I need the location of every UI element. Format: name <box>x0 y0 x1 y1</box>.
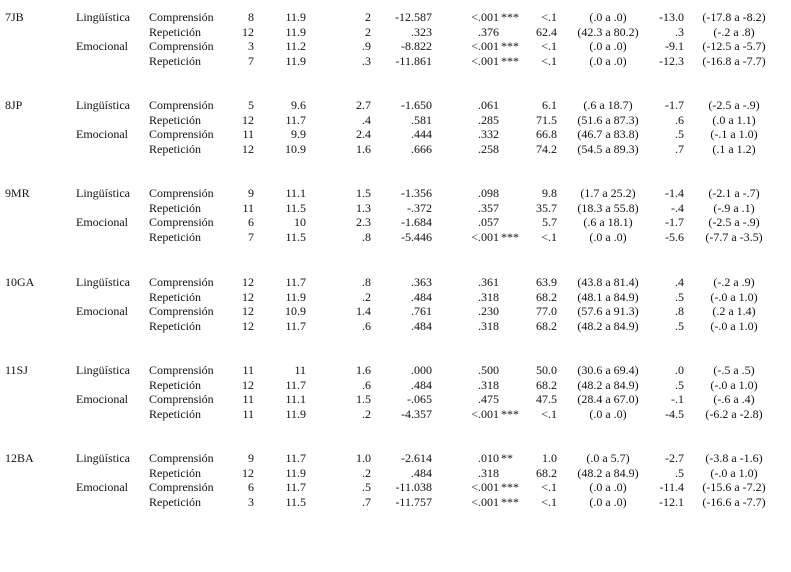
p-value: .230 <box>478 304 499 319</box>
z-ci: (-.0 a 1.0) <box>710 289 758 304</box>
table-row <box>0 98 791 112</box>
p-value: <.001 <box>471 229 499 244</box>
task-label: Comprensión <box>149 451 214 465</box>
n-value: 11 <box>242 127 254 142</box>
sd-value: .2 <box>362 406 371 421</box>
t-value: -12.587 <box>395 10 432 24</box>
task-label: Comprensión <box>149 10 214 24</box>
sd-value: 2 <box>365 10 371 24</box>
t-value: .581 <box>411 112 432 127</box>
percentile-value: <.1 <box>541 53 557 68</box>
mean-value: 10.9 <box>285 141 306 156</box>
z-value: .7 <box>675 141 684 156</box>
table-row <box>0 275 791 289</box>
table-row <box>0 142 791 156</box>
percentile-ci: (54.5 a 89.3) <box>577 141 639 156</box>
mean-value: 10.9 <box>285 304 306 319</box>
sd-value: .8 <box>362 229 371 244</box>
sd-value: .2 <box>362 289 371 304</box>
p-value: <.001 <box>471 494 499 509</box>
subject-id: 7JB <box>5 10 24 24</box>
z-value: -12.3 <box>659 53 684 68</box>
percentile-ci: (42.3 a 80.2) <box>577 24 639 39</box>
z-value: -1.7 <box>665 98 684 112</box>
percentile-ci: (.0 a .0) <box>589 39 627 54</box>
p-value: .475 <box>478 392 499 407</box>
percentile-ci: (46.7 a 83.8) <box>577 127 639 142</box>
table-row <box>0 215 791 229</box>
percentile-value: 68.2 <box>536 289 557 304</box>
n-value: 6 <box>248 480 254 495</box>
table-row <box>0 363 791 377</box>
n-value: 9 <box>248 451 254 465</box>
t-value: -11.861 <box>395 53 432 68</box>
t-value: -1.356 <box>401 186 432 200</box>
z-ci: (-.2 a .9) <box>713 275 755 289</box>
sd-value: 2.3 <box>356 215 371 230</box>
z-ci: (-12.5 a -5.7) <box>702 39 766 54</box>
task-label: Comprensión <box>149 363 214 377</box>
t-value: -5.446 <box>401 229 432 244</box>
percentile-value: 9.8 <box>542 186 557 200</box>
table-row <box>0 113 791 127</box>
n-value: 7 <box>248 229 254 244</box>
percentile-value: 47.5 <box>536 392 557 407</box>
p-value: <.001 <box>471 53 499 68</box>
percentile-value: 77.0 <box>536 304 557 319</box>
n-value: 12 <box>242 304 254 319</box>
z-value: .5 <box>675 465 684 480</box>
p-value: .061 <box>478 98 499 112</box>
z-value: -4.5 <box>665 406 684 421</box>
domain-label: Lingüística <box>76 10 130 24</box>
mean-value: 11.7 <box>285 318 306 333</box>
z-value: -.4 <box>671 200 684 215</box>
sd-value: .8 <box>362 275 371 289</box>
mean-value: 11.9 <box>285 465 306 480</box>
table-row <box>0 304 791 318</box>
t-value: -4.357 <box>401 406 432 421</box>
task-label: Comprensión <box>149 186 214 200</box>
t-value: .484 <box>411 377 432 392</box>
table-row <box>0 378 791 392</box>
domain-label: Emocional <box>76 480 128 495</box>
domain-label: Lingüística <box>76 451 130 465</box>
task-label: Repetición <box>149 465 201 480</box>
mean-value: 11.9 <box>285 53 306 68</box>
z-ci: (-2.1 a -.7) <box>708 186 760 200</box>
mean-value: 11.5 <box>285 494 306 509</box>
p-value: .357 <box>478 200 499 215</box>
z-ci: (-.0 a 1.0) <box>710 318 758 333</box>
t-value: -2.614 <box>401 451 432 465</box>
percentile-value: 71.5 <box>536 112 557 127</box>
mean-value: 11.7 <box>285 480 306 495</box>
mean-value: 11.7 <box>285 377 306 392</box>
t-value: .761 <box>411 304 432 319</box>
percentile-value: <.1 <box>541 10 557 24</box>
t-value: .484 <box>411 465 432 480</box>
significance-marker: *** <box>501 53 519 68</box>
sd-value: .9 <box>362 39 371 54</box>
subject-id: 11SJ <box>5 363 28 377</box>
n-value: 8 <box>248 10 254 24</box>
n-value: 3 <box>248 494 254 509</box>
sd-value: .7 <box>362 494 371 509</box>
p-value: .376 <box>478 24 499 39</box>
p-value: .500 <box>478 363 499 377</box>
percentile-value: 5.7 <box>542 215 557 230</box>
p-value: <.001 <box>471 39 499 54</box>
mean-value: 11.9 <box>285 289 306 304</box>
percentile-value: 74.2 <box>536 141 557 156</box>
t-value: .323 <box>411 24 432 39</box>
t-value: .666 <box>411 141 432 156</box>
table-row <box>0 451 791 465</box>
z-value: -11.4 <box>659 480 684 495</box>
significance-marker: ** <box>501 451 513 465</box>
p-value: .318 <box>478 318 499 333</box>
significance-marker: *** <box>501 406 519 421</box>
domain-label: Emocional <box>76 39 128 54</box>
percentile-ci: (18.3 a 55.8) <box>577 200 639 215</box>
table-row <box>0 10 791 24</box>
p-value: .361 <box>478 275 499 289</box>
domain-label: Lingüística <box>76 98 130 112</box>
mean-value: 11 <box>294 363 306 377</box>
n-value: 12 <box>242 377 254 392</box>
mean-value: 9.9 <box>291 127 306 142</box>
percentile-ci: (43.8 a 81.4) <box>577 275 639 289</box>
p-value: .332 <box>478 127 499 142</box>
p-value: .098 <box>478 186 499 200</box>
n-value: 11 <box>242 200 254 215</box>
z-value: -5.6 <box>665 229 684 244</box>
percentile-value: 68.2 <box>536 465 557 480</box>
percentile-ci: (1.7 a 25.2) <box>580 186 636 200</box>
mean-value: 11.7 <box>285 451 306 465</box>
n-value: 11 <box>242 406 254 421</box>
t-value: -11.038 <box>395 480 432 495</box>
sd-value: 2.4 <box>356 127 371 142</box>
z-ci: (-.5 a .5) <box>713 363 755 377</box>
z-ci: (-.6 a .4) <box>713 392 755 407</box>
sd-value: 1.5 <box>356 392 371 407</box>
percentile-value: 1.0 <box>542 451 557 465</box>
z-value: -13.0 <box>659 10 684 24</box>
percentile-ci: (48.2 a 84.9) <box>577 465 639 480</box>
percentile-ci: (.6 a 18.1) <box>583 215 633 230</box>
table-row <box>0 290 791 304</box>
n-value: 11 <box>242 392 254 407</box>
task-label: Comprensión <box>149 127 214 142</box>
n-value: 5 <box>248 98 254 112</box>
table-row <box>0 201 791 215</box>
z-value: .5 <box>675 127 684 142</box>
sd-value: 1.6 <box>356 363 371 377</box>
p-value: .318 <box>478 377 499 392</box>
mean-value: 11.9 <box>285 24 306 39</box>
z-value: .5 <box>675 289 684 304</box>
table-row <box>0 127 791 141</box>
table-row <box>0 39 791 53</box>
percentile-ci: (28.4 a 67.0) <box>577 392 639 407</box>
percentile-value: <.1 <box>541 480 557 495</box>
sd-value: 1.3 <box>356 200 371 215</box>
domain-label: Emocional <box>76 392 128 407</box>
z-ci: (.1 a 1.2) <box>712 141 756 156</box>
z-ci: (.0 a 1.1) <box>712 112 756 127</box>
percentile-ci: (.0 a 5.7) <box>586 451 630 465</box>
task-label: Repetición <box>149 318 201 333</box>
table-row <box>0 230 791 244</box>
subject-id: 8JP <box>5 98 23 112</box>
n-value: 12 <box>242 275 254 289</box>
z-ci: (-.1 a 1.0) <box>710 127 758 142</box>
table-row <box>0 319 791 333</box>
t-value: -8.822 <box>401 39 432 54</box>
sd-value: .6 <box>362 318 371 333</box>
p-value: .318 <box>478 289 499 304</box>
subject-id: 12BA <box>5 451 34 465</box>
p-value: .258 <box>478 141 499 156</box>
z-value: .0 <box>675 363 684 377</box>
task-label: Repetición <box>149 494 201 509</box>
mean-value: 11.9 <box>285 406 306 421</box>
z-ci: (-15.6 a -7.2) <box>702 480 766 495</box>
task-label: Repetición <box>149 141 201 156</box>
z-ci: (-3.8 a -1.6) <box>705 451 763 465</box>
percentile-ci: (.0 a .0) <box>589 229 627 244</box>
n-value: 12 <box>242 289 254 304</box>
significance-marker: *** <box>501 10 519 24</box>
percentile-ci: (.0 a .0) <box>589 494 627 509</box>
domain-label: Emocional <box>76 304 128 319</box>
t-value: -.372 <box>407 200 432 215</box>
z-ci: (-6.2 a -2.8) <box>705 406 763 421</box>
sd-value: 2 <box>365 24 371 39</box>
p-value: .010 <box>478 451 499 465</box>
table-row <box>0 495 791 509</box>
p-value: <.001 <box>471 480 499 495</box>
percentile-value: 50.0 <box>536 363 557 377</box>
t-value: -1.650 <box>401 98 432 112</box>
t-value: .484 <box>411 318 432 333</box>
z-value: .5 <box>675 377 684 392</box>
z-value: .6 <box>675 112 684 127</box>
significance-marker: *** <box>501 229 519 244</box>
table-row <box>0 186 791 200</box>
t-value: -1.684 <box>401 215 432 230</box>
task-label: Repetición <box>149 289 201 304</box>
z-ci: (-.2 a .8) <box>713 24 755 39</box>
t-value: -.065 <box>407 392 432 407</box>
subject-id: 9MR <box>5 186 30 200</box>
n-value: 12 <box>242 465 254 480</box>
percentile-value: 6.1 <box>542 98 557 112</box>
percentile-ci: (48.1 a 84.9) <box>577 289 639 304</box>
task-label: Comprensión <box>149 275 214 289</box>
percentile-ci: (.0 a .0) <box>589 406 627 421</box>
percentile-ci: (48.2 a 84.9) <box>577 318 639 333</box>
task-label: Repetición <box>149 112 201 127</box>
p-value: .285 <box>478 112 499 127</box>
percentile-ci: (.0 a .0) <box>589 53 627 68</box>
z-value: .5 <box>675 318 684 333</box>
percentile-value: 68.2 <box>536 377 557 392</box>
significance-marker: *** <box>501 480 519 495</box>
task-label: Repetición <box>149 24 201 39</box>
n-value: 9 <box>248 186 254 200</box>
n-value: 3 <box>248 39 254 54</box>
sd-value: .3 <box>362 53 371 68</box>
mean-value: 11.5 <box>285 200 306 215</box>
z-value: -12.1 <box>659 494 684 509</box>
z-ci: (-.9 a .1) <box>713 200 755 215</box>
z-ci: (-16.8 a -7.7) <box>702 53 766 68</box>
sd-value: 1.5 <box>356 186 371 200</box>
z-value: -.1 <box>671 392 684 407</box>
table-row <box>0 25 791 39</box>
sd-value: 1.6 <box>356 141 371 156</box>
significance-marker: *** <box>501 39 519 54</box>
z-value: .8 <box>675 304 684 319</box>
percentile-value: <.1 <box>541 406 557 421</box>
percentile-ci: (.0 a .0) <box>589 480 627 495</box>
task-label: Comprensión <box>149 39 214 54</box>
table-row <box>0 54 791 68</box>
percentile-ci: (57.6 a 91.3) <box>577 304 639 319</box>
task-label: Comprensión <box>149 98 214 112</box>
n-value: 12 <box>242 141 254 156</box>
table-row <box>0 392 791 406</box>
t-value: .000 <box>411 363 432 377</box>
percentile-value: 66.8 <box>536 127 557 142</box>
z-value: -9.1 <box>665 39 684 54</box>
task-label: Comprensión <box>149 480 214 495</box>
sd-value: 1.0 <box>356 451 371 465</box>
table-row <box>0 466 791 480</box>
percentile-ci: (48.2 a 84.9) <box>577 377 639 392</box>
task-label: Repetición <box>149 200 201 215</box>
t-value: .363 <box>411 275 432 289</box>
n-value: 12 <box>242 112 254 127</box>
sd-value: 1.4 <box>356 304 371 319</box>
percentile-value: 63.9 <box>536 275 557 289</box>
z-value: -1.4 <box>665 186 684 200</box>
p-value: <.001 <box>471 10 499 24</box>
t-value: -11.757 <box>395 494 432 509</box>
domain-label: Emocional <box>76 127 128 142</box>
z-ci: (-.0 a 1.0) <box>710 465 758 480</box>
z-value: .3 <box>675 24 684 39</box>
z-ci: (-2.5 a -.9) <box>708 98 760 112</box>
sd-value: 2.7 <box>356 98 371 112</box>
n-value: 6 <box>248 215 254 230</box>
sd-value: .2 <box>362 465 371 480</box>
z-ci: (-2.5 a -.9) <box>708 215 760 230</box>
task-label: Comprensión <box>149 215 214 230</box>
task-label: Repetición <box>149 229 201 244</box>
task-label: Comprensión <box>149 304 214 319</box>
percentile-ci: (51.6 a 87.3) <box>577 112 639 127</box>
mean-value: 11.5 <box>285 229 306 244</box>
significance-marker: *** <box>501 494 519 509</box>
domain-label: Emocional <box>76 215 128 230</box>
sd-value: .6 <box>362 377 371 392</box>
domain-label: Lingüística <box>76 186 130 200</box>
subject-id: 10GA <box>5 275 35 289</box>
percentile-value: <.1 <box>541 229 557 244</box>
z-value: .4 <box>675 275 684 289</box>
n-value: 11 <box>242 363 254 377</box>
mean-value: 9.6 <box>291 98 306 112</box>
t-value: .484 <box>411 289 432 304</box>
task-label: Repetición <box>149 406 201 421</box>
mean-value: 10 <box>294 215 306 230</box>
p-value: <.001 <box>471 406 499 421</box>
p-value: .318 <box>478 465 499 480</box>
mean-value: 11.2 <box>285 39 306 54</box>
table-row <box>0 480 791 494</box>
n-value: 7 <box>248 53 254 68</box>
mean-value: 11.7 <box>285 275 306 289</box>
percentile-ci: (30.6 a 69.4) <box>577 363 639 377</box>
task-label: Repetición <box>149 377 201 392</box>
n-value: 12 <box>242 24 254 39</box>
percentile-value: <.1 <box>541 39 557 54</box>
z-ci: (.2 a 1.4) <box>712 304 756 319</box>
domain-label: Lingüística <box>76 275 130 289</box>
mean-value: 11.1 <box>285 392 306 407</box>
n-value: 12 <box>242 318 254 333</box>
z-value: -1.7 <box>665 215 684 230</box>
z-ci: (-.0 a 1.0) <box>710 377 758 392</box>
percentile-ci: (.6 a 18.7) <box>583 98 633 112</box>
mean-value: 11.9 <box>285 10 306 24</box>
task-label: Comprensión <box>149 392 214 407</box>
p-value: .057 <box>478 215 499 230</box>
sd-value: .5 <box>362 480 371 495</box>
percentile-value: 68.2 <box>536 318 557 333</box>
t-value: .444 <box>411 127 432 142</box>
mean-value: 11.7 <box>285 112 306 127</box>
z-value: -2.7 <box>665 451 684 465</box>
mean-value: 11.1 <box>285 186 306 200</box>
sd-value: .4 <box>362 112 371 127</box>
percentile-value: <.1 <box>541 494 557 509</box>
percentile-value: 35.7 <box>536 200 557 215</box>
table-row <box>0 407 791 421</box>
z-ci: (-17.8 a -8.2) <box>702 10 766 24</box>
task-label: Repetición <box>149 53 201 68</box>
percentile-value: 62.4 <box>536 24 557 39</box>
z-ci: (-16.6 a -7.7) <box>702 494 766 509</box>
z-ci: (-7.7 a -3.5) <box>705 229 763 244</box>
domain-label: Lingüística <box>76 363 130 377</box>
percentile-ci: (.0 a .0) <box>589 10 627 24</box>
